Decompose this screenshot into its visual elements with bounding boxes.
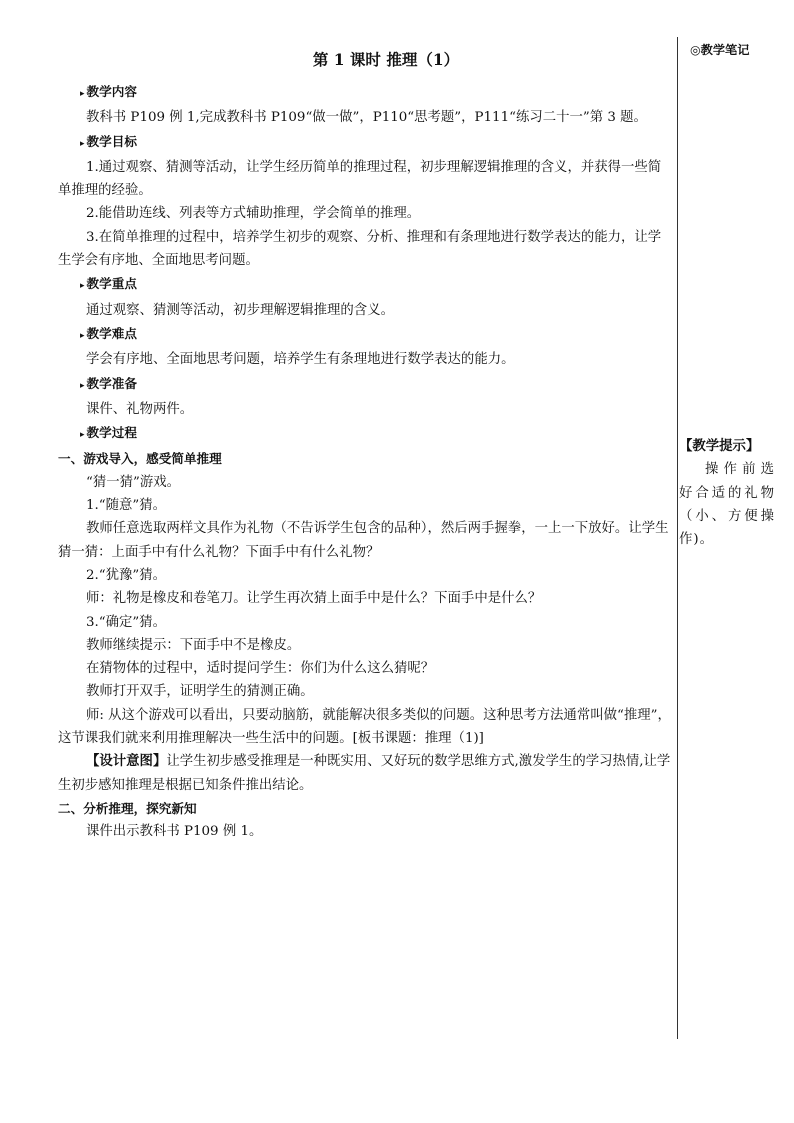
notes-header: ◎教学笔记	[690, 43, 750, 57]
heading-text: 教学过程	[86, 425, 137, 441]
part1-paragraph: 师：礼物是橡皮和卷笔刀。让学生再次猜上面手中是什么？下面手中是什么？	[86, 591, 542, 607]
part2-heading: 二、分析推理，探究新知	[58, 800, 197, 816]
notes-column-divider	[677, 37, 678, 1039]
tips-heading: 【教学提示】	[679, 438, 760, 454]
section-heading-content	[58, 80, 674, 106]
heading-text: 教学准备	[86, 375, 137, 391]
part1-paragraph: 3.“确定”猜。	[86, 614, 167, 630]
heading-text: 教学重点	[86, 276, 137, 292]
part1-paragraph: 1.“随意”猜。	[86, 498, 167, 514]
design-intent	[58, 750, 674, 797]
part2-paragraph: 课件出示教科书 P109 例 1。	[86, 824, 263, 840]
triangle-bullet-icon: ▸	[80, 138, 85, 149]
part1-paragraph: 教师继续提示：下面手中不是橡皮。	[86, 637, 301, 653]
page-title: 第 1 课时 推理（1）	[312, 50, 460, 69]
part1-paragraph: 师: 从这个游戏可以看出，只要动脑筋，就能解决很多类似的问题。这种思考方法通常叫做“推理”，这节课我们就来利用推理解决一些生活中的问题。[板书课题：推理（1)]	[58, 707, 671, 747]
part1-paragraph: 2.“犹豫”猜。	[86, 567, 167, 583]
triangle-bullet-icon: ▸	[80, 281, 85, 292]
section-heading-key	[58, 272, 674, 298]
part1-paragraph: 教师打开双手，证明学生的猜测正确。	[86, 684, 314, 700]
content-text: 教科书 P109 例 1,完成教科书 P109“做一做”，P110“思考题”，P111“练习二十一”第 3 题。	[86, 110, 647, 126]
teaching-tips	[679, 435, 775, 551]
heading-text: 教学目标	[86, 133, 137, 149]
part1-paragraph: “猜一猜”游戏。	[86, 474, 181, 490]
section-heading-process	[58, 421, 674, 447]
difficulty-text: 学会有序地、全面地思考问题，培养学生有条理地进行数学表达的能力。	[86, 352, 515, 368]
key-text: 通过观察、猜测等活动，初步理解逻辑推理的含义。	[86, 302, 394, 318]
triangle-bullet-icon: ▸	[80, 380, 85, 391]
section-heading-prep	[58, 372, 674, 398]
part1-paragraph: 在猜物体的过程中，适时提问学生：你们为什么这么猜呢？	[86, 661, 435, 677]
tips-text: 操作前选好合适的礼物（小、方便操作)。	[679, 462, 775, 548]
goal-1: 1.通过观察、猜测等活动，让学生经历简单的推理过程，初步理解逻辑推理的含义，并获得一些简单推理的经验。	[58, 159, 662, 199]
goal-2: 2.能借助连线、列表等方式辅助推理，学会简单的推理。	[86, 206, 421, 222]
goal-3: 3.在简单推理的过程中，培养学生初步的观察、分析、推理和有条理地进行数学表达的能力，让学生学会有序地、全面地思考问题。	[58, 229, 662, 269]
section-heading-difficulty	[58, 322, 674, 348]
triangle-bullet-icon: ▸	[80, 330, 85, 341]
part1-paragraph: 教师任意选取两样文具作为礼物（不告诉学生包含的品种），然后两手握拳，一上一下放好。让学生猜一猜：上面手中有什么礼物？下面手中有什么礼物？	[58, 521, 669, 560]
triangle-bullet-icon: ▸	[80, 430, 85, 441]
part1-heading: 一、游戏导入，感受简单推理	[58, 451, 222, 467]
prep-text: 课件、礼物两件。	[86, 401, 194, 417]
triangle-bullet-icon: ▸	[80, 89, 85, 99]
section-heading-goals	[58, 130, 674, 156]
heading-text: 教学内容	[86, 84, 137, 99]
design-intent-text: 让学生初步感受推理是一种既实用、又好玩的数学思维方式,激发学生的学习热情,让学生初步感知推理是根据已知条件推出结论。	[58, 754, 671, 793]
design-intent-label: 【设计意图】	[86, 753, 167, 770]
lesson-plan-body	[58, 44, 674, 844]
heading-text: 教学难点	[86, 325, 137, 341]
